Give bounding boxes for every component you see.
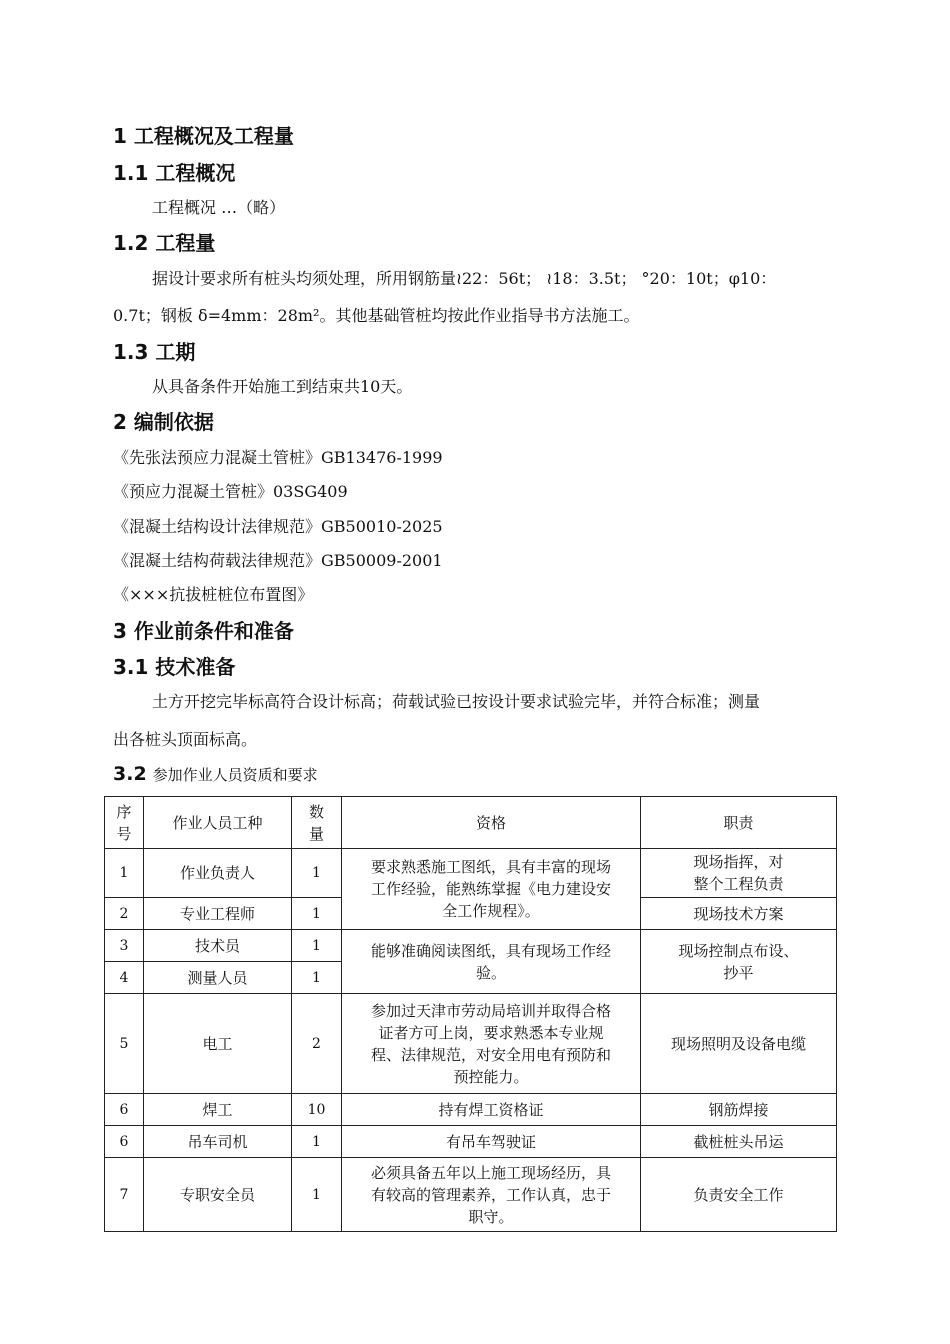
cell-seq: 7: [105, 1158, 144, 1232]
cell-type: 技术员: [144, 930, 292, 962]
paragraph-schedule: 从具备条件开始施工到结束共10天。: [152, 377, 413, 396]
cell-qty: 1: [292, 849, 342, 898]
paragraph-overview: 工程概况 …（略）: [152, 198, 286, 217]
cell-duty: 截桩桩头吊运: [641, 1126, 837, 1158]
heading-1-1: 1.1 工程概况: [113, 161, 236, 185]
paragraph-tech-line1: 土方开挖完毕标高符合设计标高；荷载试验已按设计要求试验完毕，并符合标准；测量: [152, 692, 761, 711]
paragraph-tech-line2: 出各桩头顶面标高。: [113, 730, 258, 749]
cell-qualification: 有吊车驾驶证: [342, 1126, 641, 1158]
cell-qty: 1: [292, 962, 342, 994]
cell-type: 焊工: [144, 1094, 292, 1126]
cell-seq: 4: [105, 962, 144, 994]
cell-seq: 5: [105, 994, 144, 1094]
heading-3-2: [113, 763, 318, 785]
cell-duty: 负责安全工作: [641, 1158, 837, 1232]
cell-type: 作业负责人: [144, 849, 292, 898]
staff-table: [104, 796, 837, 1232]
cell-seq: 1: [105, 849, 144, 898]
heading-2: 2 编制依据: [113, 410, 214, 434]
cell-seq: 6: [105, 1094, 144, 1126]
paragraph-quantity-line2: 0.7t；钢板 δ=4mm：28m²。其他基础管桩均按此作业指导书方法施工。: [113, 306, 640, 325]
header-duty: 职责: [641, 797, 837, 849]
cell-type: 吊车司机: [144, 1126, 292, 1158]
heading-3: 3 作业前条件和准备: [113, 619, 294, 643]
table-row: [105, 1126, 837, 1158]
table-row: [105, 994, 837, 1094]
cell-qualification: 参加过天津市劳动局培训并取得合格 证者方可上岗，要求熟悉本专业规 程、法律规范，对安全用电有预防和 预控能力。: [342, 994, 641, 1094]
cell-seq: 2: [105, 898, 144, 930]
header-qualification: 资格: [342, 797, 641, 849]
cell-qualification: 持有焊工资格证: [342, 1094, 641, 1126]
cell-qty: 10: [292, 1094, 342, 1126]
cell-duty: 钢筋焊接: [641, 1094, 837, 1126]
table-row: [105, 930, 837, 962]
cell-qualification: 要求熟悉施工图纸，具有丰富的现场 工作经验，能熟练掌握《电力建设安 全工作规程》。: [342, 849, 641, 930]
table-row: [105, 1094, 837, 1126]
heading-3-2-title: 参加作业人员资质和要求: [152, 766, 318, 784]
cell-qty: 2: [292, 994, 342, 1094]
table-header-row: [105, 797, 837, 849]
cell-duty: 现场技术方案: [641, 898, 837, 930]
paragraph-quantity-line1: 据设计要求所有桩头均须处理，所用钢筋量≀22：56t； ≀18：3.5t； °20：10t；φ10：: [152, 269, 777, 288]
cell-duty: 现场控制点布设、 抄平: [641, 930, 837, 994]
cell-qualification: 必须具备五年以上施工现场经历，具 有较高的管理素养，工作认真，忠于 职守。: [342, 1158, 641, 1232]
heading-1: 1 工程概况及工程量: [113, 124, 294, 148]
reference-item: 《先张法预应力混凝土管桩》GB13476-1999: [113, 448, 443, 467]
table-row: [105, 1158, 837, 1232]
cell-seq: 6: [105, 1126, 144, 1158]
cell-qty: 1: [292, 930, 342, 962]
reference-item: 《混凝土结构设计法律规范》GB50010-2025: [113, 517, 443, 536]
cell-qty: 1: [292, 898, 342, 930]
cell-seq: 3: [105, 930, 144, 962]
cell-type: 电工: [144, 994, 292, 1094]
reference-item: 《混凝土结构荷载法律规范》GB50009-2001: [113, 551, 443, 570]
cell-qualification: 能够准确阅读图纸，具有现场工作经 验。: [342, 930, 641, 994]
header-seq: 序 号: [105, 797, 144, 849]
cell-type: 专业工程师: [144, 898, 292, 930]
cell-qty: 1: [292, 1126, 342, 1158]
reference-item: 《预应力混凝土管桩》03SG409: [113, 482, 348, 501]
cell-duty: 现场指挥，对 整个工程负责: [641, 849, 837, 898]
table-row: [105, 849, 837, 898]
heading-3-2-number: 3.2: [113, 763, 147, 785]
header-qty: 数 量: [292, 797, 342, 849]
header-type: 作业人员工种: [144, 797, 292, 849]
reference-item: 《×××抗拔桩桩位布置图》: [113, 585, 314, 604]
heading-3-1: 3.1 技术准备: [113, 655, 236, 679]
cell-qty: 1: [292, 1158, 342, 1232]
cell-duty: 现场照明及设备电缆: [641, 994, 837, 1094]
heading-1-2: 1.2 工程量: [113, 231, 216, 255]
cell-type: 专职安全员: [144, 1158, 292, 1232]
heading-1-3: 1.3 工期: [113, 340, 196, 364]
cell-type: 测量人员: [144, 962, 292, 994]
